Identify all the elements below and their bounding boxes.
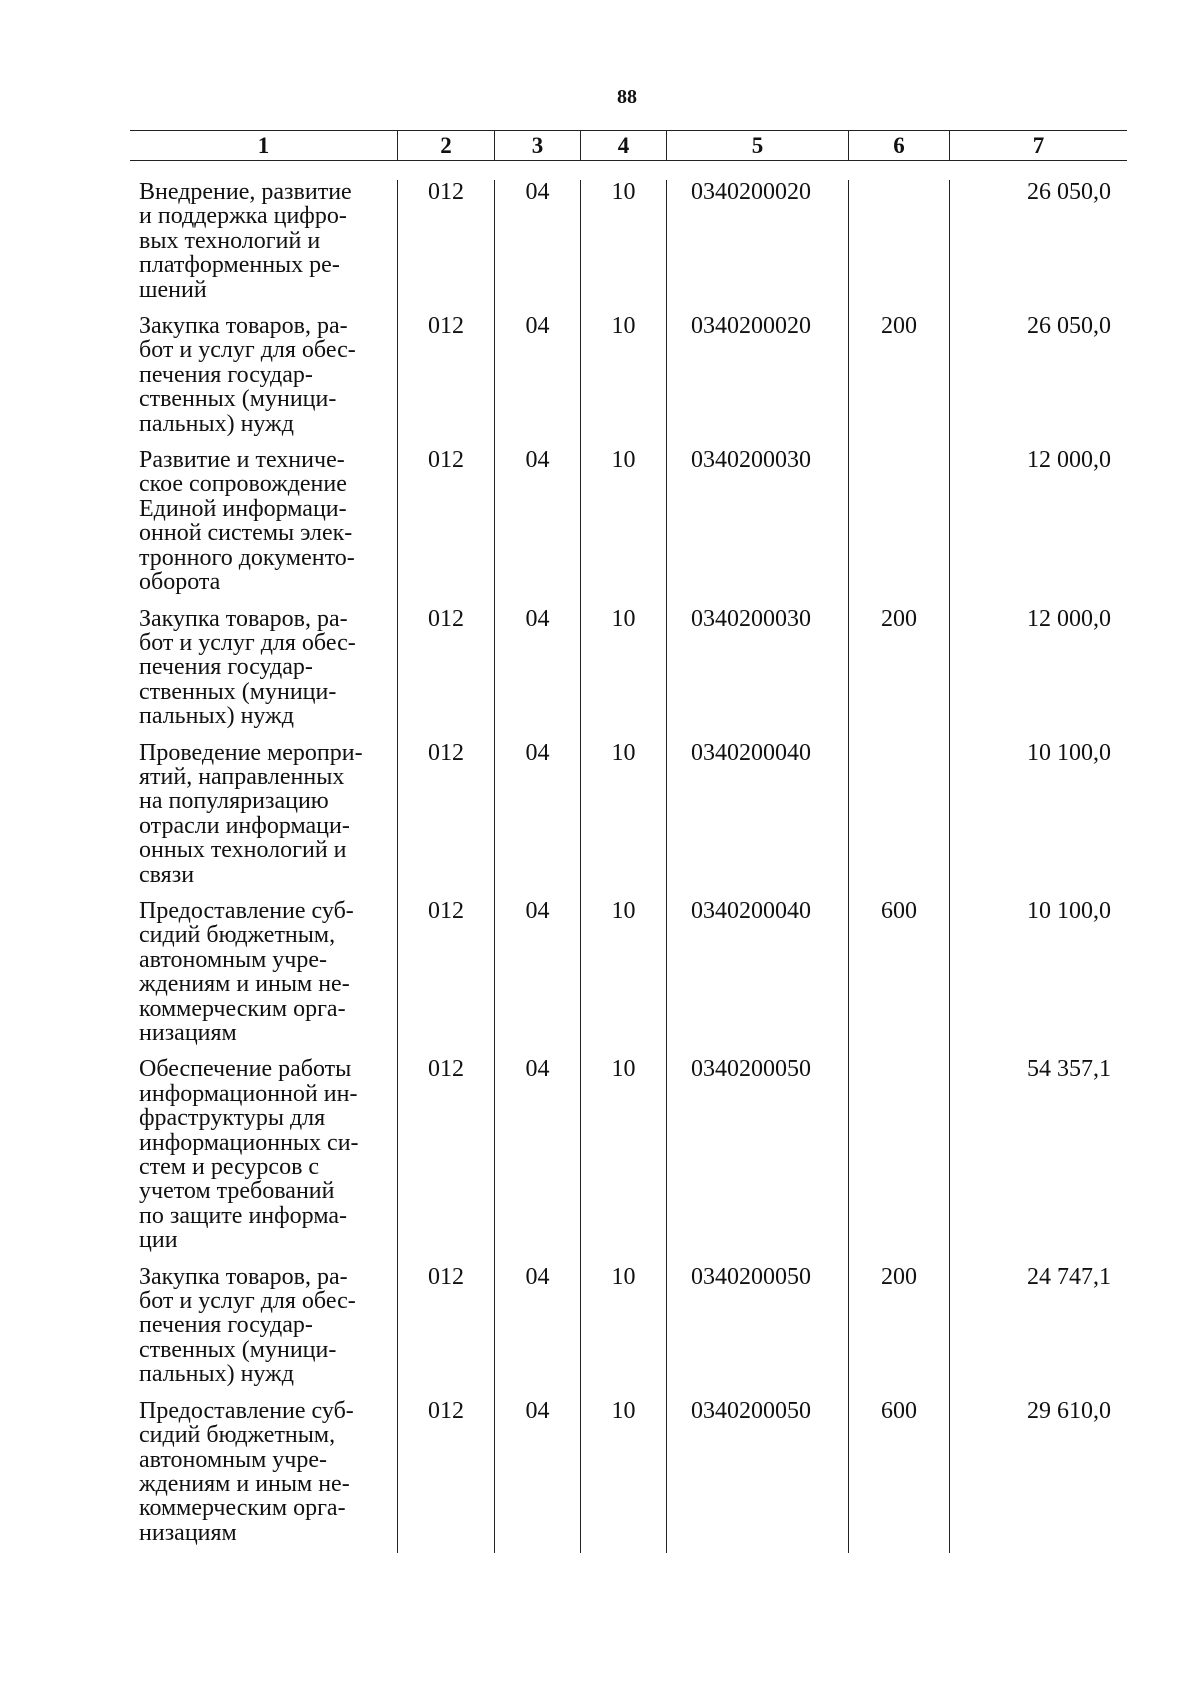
table-row: [130, 1265, 1127, 1399]
row-section-code: 04: [494, 899, 580, 1057]
header-col-1: 1: [257, 132, 270, 158]
row-subsection-code: 10: [580, 180, 666, 314]
page-number: 88: [617, 86, 637, 108]
row-section-code: 04: [494, 607, 580, 741]
row-ministry-code: 012: [397, 741, 494, 899]
table-row: [130, 899, 1127, 1057]
row-target-article: 0340200050: [666, 1265, 848, 1399]
row-amount: 54 357,1: [949, 1057, 1127, 1264]
row-target-article: 0340200040: [666, 899, 848, 1057]
row-amount: 10 100,0: [949, 741, 1127, 899]
table-row: [130, 1057, 1127, 1264]
row-subsection-code: 10: [580, 1057, 666, 1264]
row-target-article: 0340200030: [666, 448, 848, 606]
row-item-name: Развитие и техниче- ское сопровождение Единой информаци- онной системы элек- тронного документо- оборота: [139, 447, 355, 596]
row-subsection-code: 10: [580, 1265, 666, 1399]
row-expense-type: 200: [848, 314, 949, 448]
header-col-7: 7: [949, 131, 1127, 160]
table-row: [130, 448, 1127, 606]
row-expense-type: [848, 448, 949, 606]
table-row: [130, 314, 1127, 448]
row-ministry-code: 012: [397, 314, 494, 448]
table-row: [130, 607, 1127, 741]
row-expense-type: [848, 741, 949, 899]
row-ministry-code: 012: [397, 1057, 494, 1264]
row-amount: 10 100,0: [949, 899, 1127, 1057]
row-section-code: 04: [494, 1265, 580, 1399]
row-subsection-code: 10: [580, 899, 666, 1057]
row-amount: 26 050,0: [949, 180, 1127, 314]
table-row: [130, 1399, 1127, 1553]
row-section-code: 04: [494, 180, 580, 314]
row-expense-type: 600: [848, 899, 949, 1057]
table-row: [130, 741, 1127, 899]
row-section-code: 04: [494, 314, 580, 448]
row-subsection-code: 10: [580, 741, 666, 899]
row-target-article: 0340200050: [666, 1399, 848, 1553]
row-expense-type: [848, 180, 949, 314]
table-header-row: [130, 130, 1127, 161]
row-amount: 24 747,1: [949, 1265, 1127, 1399]
row-subsection-code: 10: [580, 314, 666, 448]
header-col-3: 3: [494, 131, 580, 160]
row-target-article: 0340200020: [666, 314, 848, 448]
row-target-article: 0340200040: [666, 741, 848, 899]
row-item-name: Закупка товаров, ра- бот и услуг для обес- печения государ- ственных (муници- пальных) нужд: [139, 1263, 356, 1388]
header-col-4: 4: [580, 131, 666, 160]
row-amount: 29 610,0: [949, 1399, 1127, 1553]
row-amount: 12 000,0: [949, 448, 1127, 606]
header-col-6: 6: [848, 131, 949, 160]
row-expense-type: 200: [848, 607, 949, 741]
header-col-5: 5: [666, 131, 848, 160]
row-subsection-code: 10: [580, 607, 666, 741]
row-target-article: 0340200020: [666, 180, 848, 314]
row-ministry-code: 012: [397, 899, 494, 1057]
budget-table: [130, 130, 1127, 1553]
row-expense-type: 200: [848, 1265, 949, 1399]
row-subsection-code: 10: [580, 448, 666, 606]
row-target-article: 0340200030: [666, 607, 848, 741]
row-expense-type: [848, 1057, 949, 1264]
row-item-name: Предоставление суб- сидий бюджетным, автономным учре- ждениям и иным не- коммерческим орга- низациям: [139, 897, 354, 1046]
row-ministry-code: 012: [397, 1265, 494, 1399]
row-amount: 26 050,0: [949, 314, 1127, 448]
row-ministry-code: 012: [397, 448, 494, 606]
row-item-name: Закупка товаров, ра- бот и услуг для обес- печения государ- ственных (муници- пальных) нужд: [139, 605, 356, 730]
row-section-code: 04: [494, 1399, 580, 1553]
row-item-name: Закупка товаров, ра- бот и услуг для обес- печения государ- ственных (муници- пальных) нужд: [139, 313, 356, 437]
row-section-code: 04: [494, 448, 580, 606]
row-item-name: Внедрение, развитие и поддержка цифро- вых технологий и платформенных ре- шений: [139, 179, 352, 303]
row-amount: 12 000,0: [949, 607, 1127, 741]
row-item-name: Предоставление суб- сидий бюджетным, автономным учре- ждениям и иным не- коммерческим орга- низациям: [139, 1397, 354, 1546]
row-item-name: Проведение меропри- ятий, направленных на популяризацию отрасли информаци- онных технологий и связи: [139, 739, 363, 888]
row-target-article: 0340200050: [666, 1057, 848, 1264]
row-ministry-code: 012: [397, 180, 494, 314]
row-subsection-code: 10: [580, 1399, 666, 1553]
table-body: [130, 161, 1127, 1553]
row-ministry-code: 012: [397, 1399, 494, 1553]
row-ministry-code: 012: [397, 607, 494, 741]
header-col-2: 2: [397, 131, 494, 160]
row-expense-type: 600: [848, 1399, 949, 1553]
row-section-code: 04: [494, 741, 580, 899]
table-row: [130, 180, 1127, 314]
row-item-name: Обеспечение работы информационной ин- фраструктуры для информационных си- стем и ресурсов с учетом требований по защите информа- ции: [139, 1056, 359, 1254]
row-section-code: 04: [494, 1057, 580, 1264]
